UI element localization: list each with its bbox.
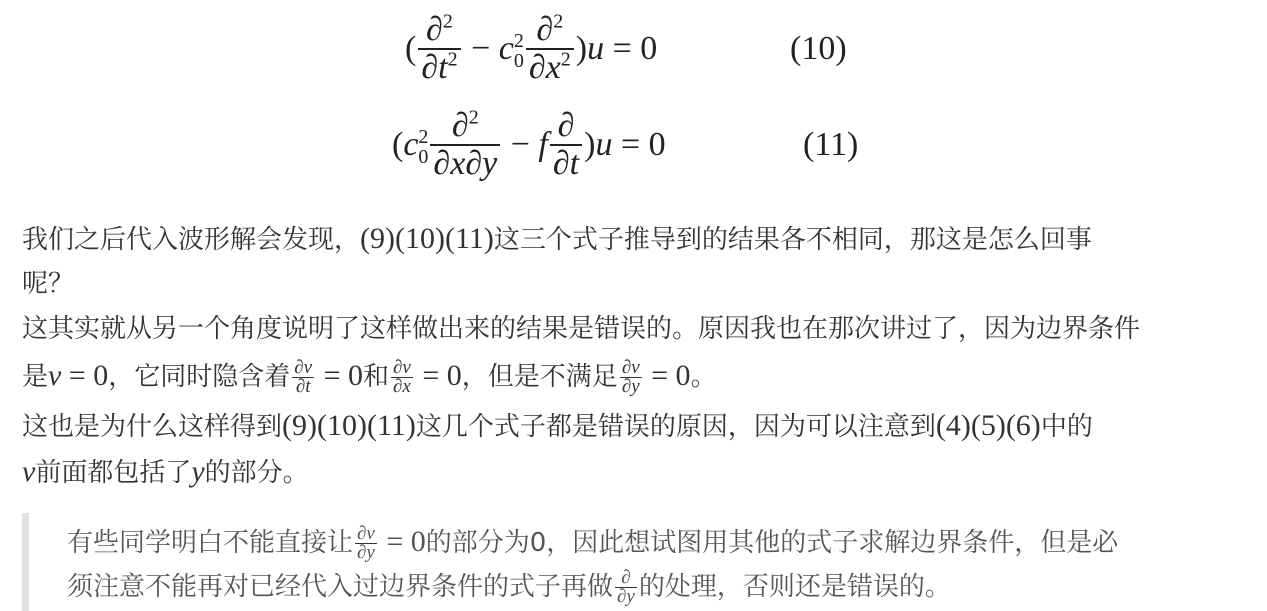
para3-eq-refs-2: (4)(5)(6) xyxy=(935,409,1041,442)
para2-text-b: 是 xyxy=(22,362,49,392)
para1-text-b: 这三个式子推导到的结果各不相同，那这是怎么回事 xyxy=(493,225,1092,255)
quote-text-b: 的部分为0，因此想试图用其他的式子求解边界条件，但是必 xyxy=(425,528,1119,558)
frac-dv-dy: $\frac{\partial v}{\partial y}$ xyxy=(621,357,640,397)
paragraph-2 xyxy=(22,307,1252,352)
frac-d-dy: ∂ ∂y xyxy=(617,567,635,607)
paragraph-1-cont xyxy=(22,262,1252,307)
equation-10: ( $\frac{\partial^2}{\partial t^2}$ − $c_0^2$ $\frac{\partial^2}{\partial x^2}$ )u = 0 (10) xyxy=(405,10,847,86)
paragraph-3 xyxy=(22,403,1252,450)
frac-dv-dt: $\frac{\partial v}{\partial t}$ xyxy=(294,357,313,397)
blockquote-line-1: 有些同学明白不能直接让 $\frac{\partial v}{\partial y}$ = 0的部分为0，因此想试图用其他的式子求解边界条件，但是必 xyxy=(67,523,1119,563)
quote-text-d: 的处理，否则还是错误的。 xyxy=(638,572,951,602)
paragraph-1 xyxy=(22,216,1252,263)
frac-dv-dy-quote: $\frac{\partial v}{\partial y}$ xyxy=(357,523,375,563)
blockquote xyxy=(22,513,1259,611)
equation-11: ($c_0^2$ $\frac{\partial^2}{\partial x\partial y}$ − f $\frac{\partial}{\partial t}$ )u = 0 (11) xyxy=(392,106,859,182)
para2-text-e: ，但是不满足 xyxy=(461,362,618,392)
para3-text-b: 这几个式子都是错误的原因，因为可以注意到 xyxy=(415,412,936,442)
frac-dv-dx: $\frac{\partial v}{\partial x}$ xyxy=(393,357,411,397)
para3-eq-refs-1: (9)(10)(11) xyxy=(282,409,416,442)
equation-11-tag: (11) xyxy=(803,126,859,163)
para3-text-a: 这也是为什么这样得到 xyxy=(22,412,283,442)
para2-text-c: ，它同时隐含着 xyxy=(108,362,291,392)
paragraph-3-cont: v前面都包括了y的部分。 xyxy=(22,455,309,488)
para2-text-f: 。 xyxy=(690,362,717,392)
para3-text-c: 中的 xyxy=(1040,412,1093,442)
para1-text-a: 我们之后代入波形解会发现， xyxy=(22,225,361,255)
paragraph-2-cont: 是v = 0，它同时隐含着 $\frac{\partial v}{\partial t}$ = 0和 $\frac{\partial v}{\partial x}$ = 0，但是不满足 $\frac{\partial v}{\partial y}$ = 0。 xyxy=(22,357,717,397)
para3-text-d: 前面都包括了 xyxy=(35,458,192,488)
quote-text-a: 有些同学明白不能直接让 xyxy=(67,528,354,558)
para1-eq-refs: (9)(10)(11) xyxy=(360,222,494,255)
equation-10-tag: (10) xyxy=(790,30,847,67)
para2-text-a: 这其实就从另一个角度说明了这样做出来的结果是错误的。原因我也在那次讲过了，因为边界条件 xyxy=(22,314,1141,344)
para3-text-e: 的部分。 xyxy=(204,458,309,488)
quote-text-c: 须注意不能再对已经代入过边界条件的式子再做 xyxy=(67,572,614,602)
para1-text-c: 呢？ xyxy=(22,269,75,299)
blockquote-line-2 xyxy=(67,565,951,610)
para2-text-d: 和 xyxy=(363,362,390,392)
